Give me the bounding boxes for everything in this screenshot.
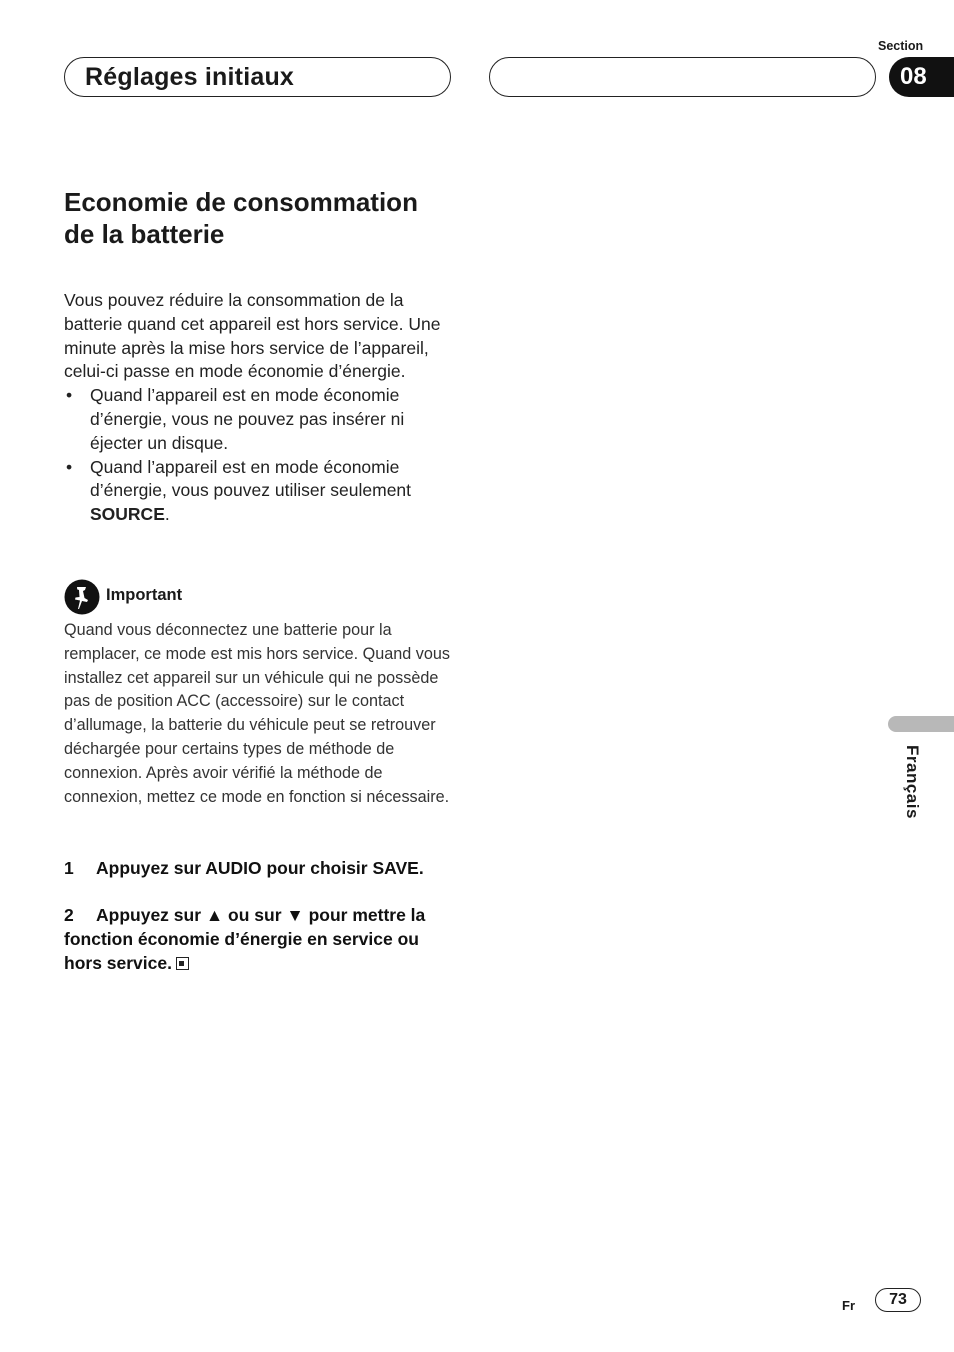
page-title: Economie de consommation de la batterie	[64, 187, 418, 249]
page-number: 73	[875, 1288, 921, 1312]
step-text: Appuyez sur ▲ ou sur ▼ pour mettre la fonction économie d’énergie en service ou hors service.	[64, 905, 426, 973]
step-text: Appuyez sur AUDIO pour choisir SAVE.	[96, 858, 424, 878]
end-of-section-icon	[176, 957, 189, 970]
section-number-tab: 08	[889, 57, 954, 97]
step-1	[64, 856, 454, 880]
important-block	[64, 619, 454, 809]
bullet-list	[64, 384, 454, 527]
language-tab-marker	[888, 716, 954, 732]
language-label: Français	[903, 745, 922, 819]
header-empty-box	[489, 57, 876, 97]
bullet-item	[64, 384, 454, 455]
bullet-end: .	[164, 504, 170, 525]
bullet-text: Quand l’appareil est en mode économie d’énergie, vous pouvez utiliser seulement	[90, 456, 412, 501]
header-title: Réglages initiaux	[85, 63, 295, 91]
intro-block	[64, 289, 454, 527]
important-heading	[64, 579, 182, 615]
section-label: Section	[878, 39, 924, 53]
step-number: 1	[64, 858, 74, 878]
bullet-text: Quand l’appareil est en mode économie d’énergie, vous ne pouvez pas insérer ni éjecter un disque.	[90, 385, 405, 453]
source-keyword: SOURCE	[90, 504, 165, 525]
important-text: Quand vous déconnectez une batterie pour la remplacer, ce mode est mis hors service. Quand vous installez cet appareil sur un véhicule qui ne possède pas de position ACC (accessoire) sur le contact d’allumage, la batterie du véhicule peut se retrouver déchargée pour certains types de méthode de connexion. Après avoir vérifié la méthode de connexion, mettez ce mode en fonction si nécessaire.	[64, 621, 450, 806]
bullet-item	[64, 456, 454, 527]
important-label: Important	[106, 585, 183, 604]
intro-paragraph: Vous pouvez réduire la consommation de la batterie quand cet appareil est hors service. Une minute après la mise hors service de l’appareil, celui-ci passe en mode économie d’énergie.	[64, 290, 441, 382]
language-code: Fr	[842, 1298, 855, 1313]
header-title-box	[64, 57, 451, 97]
step-2	[64, 903, 454, 975]
step-number: 2	[64, 905, 74, 925]
important-pin-icon	[64, 579, 100, 615]
